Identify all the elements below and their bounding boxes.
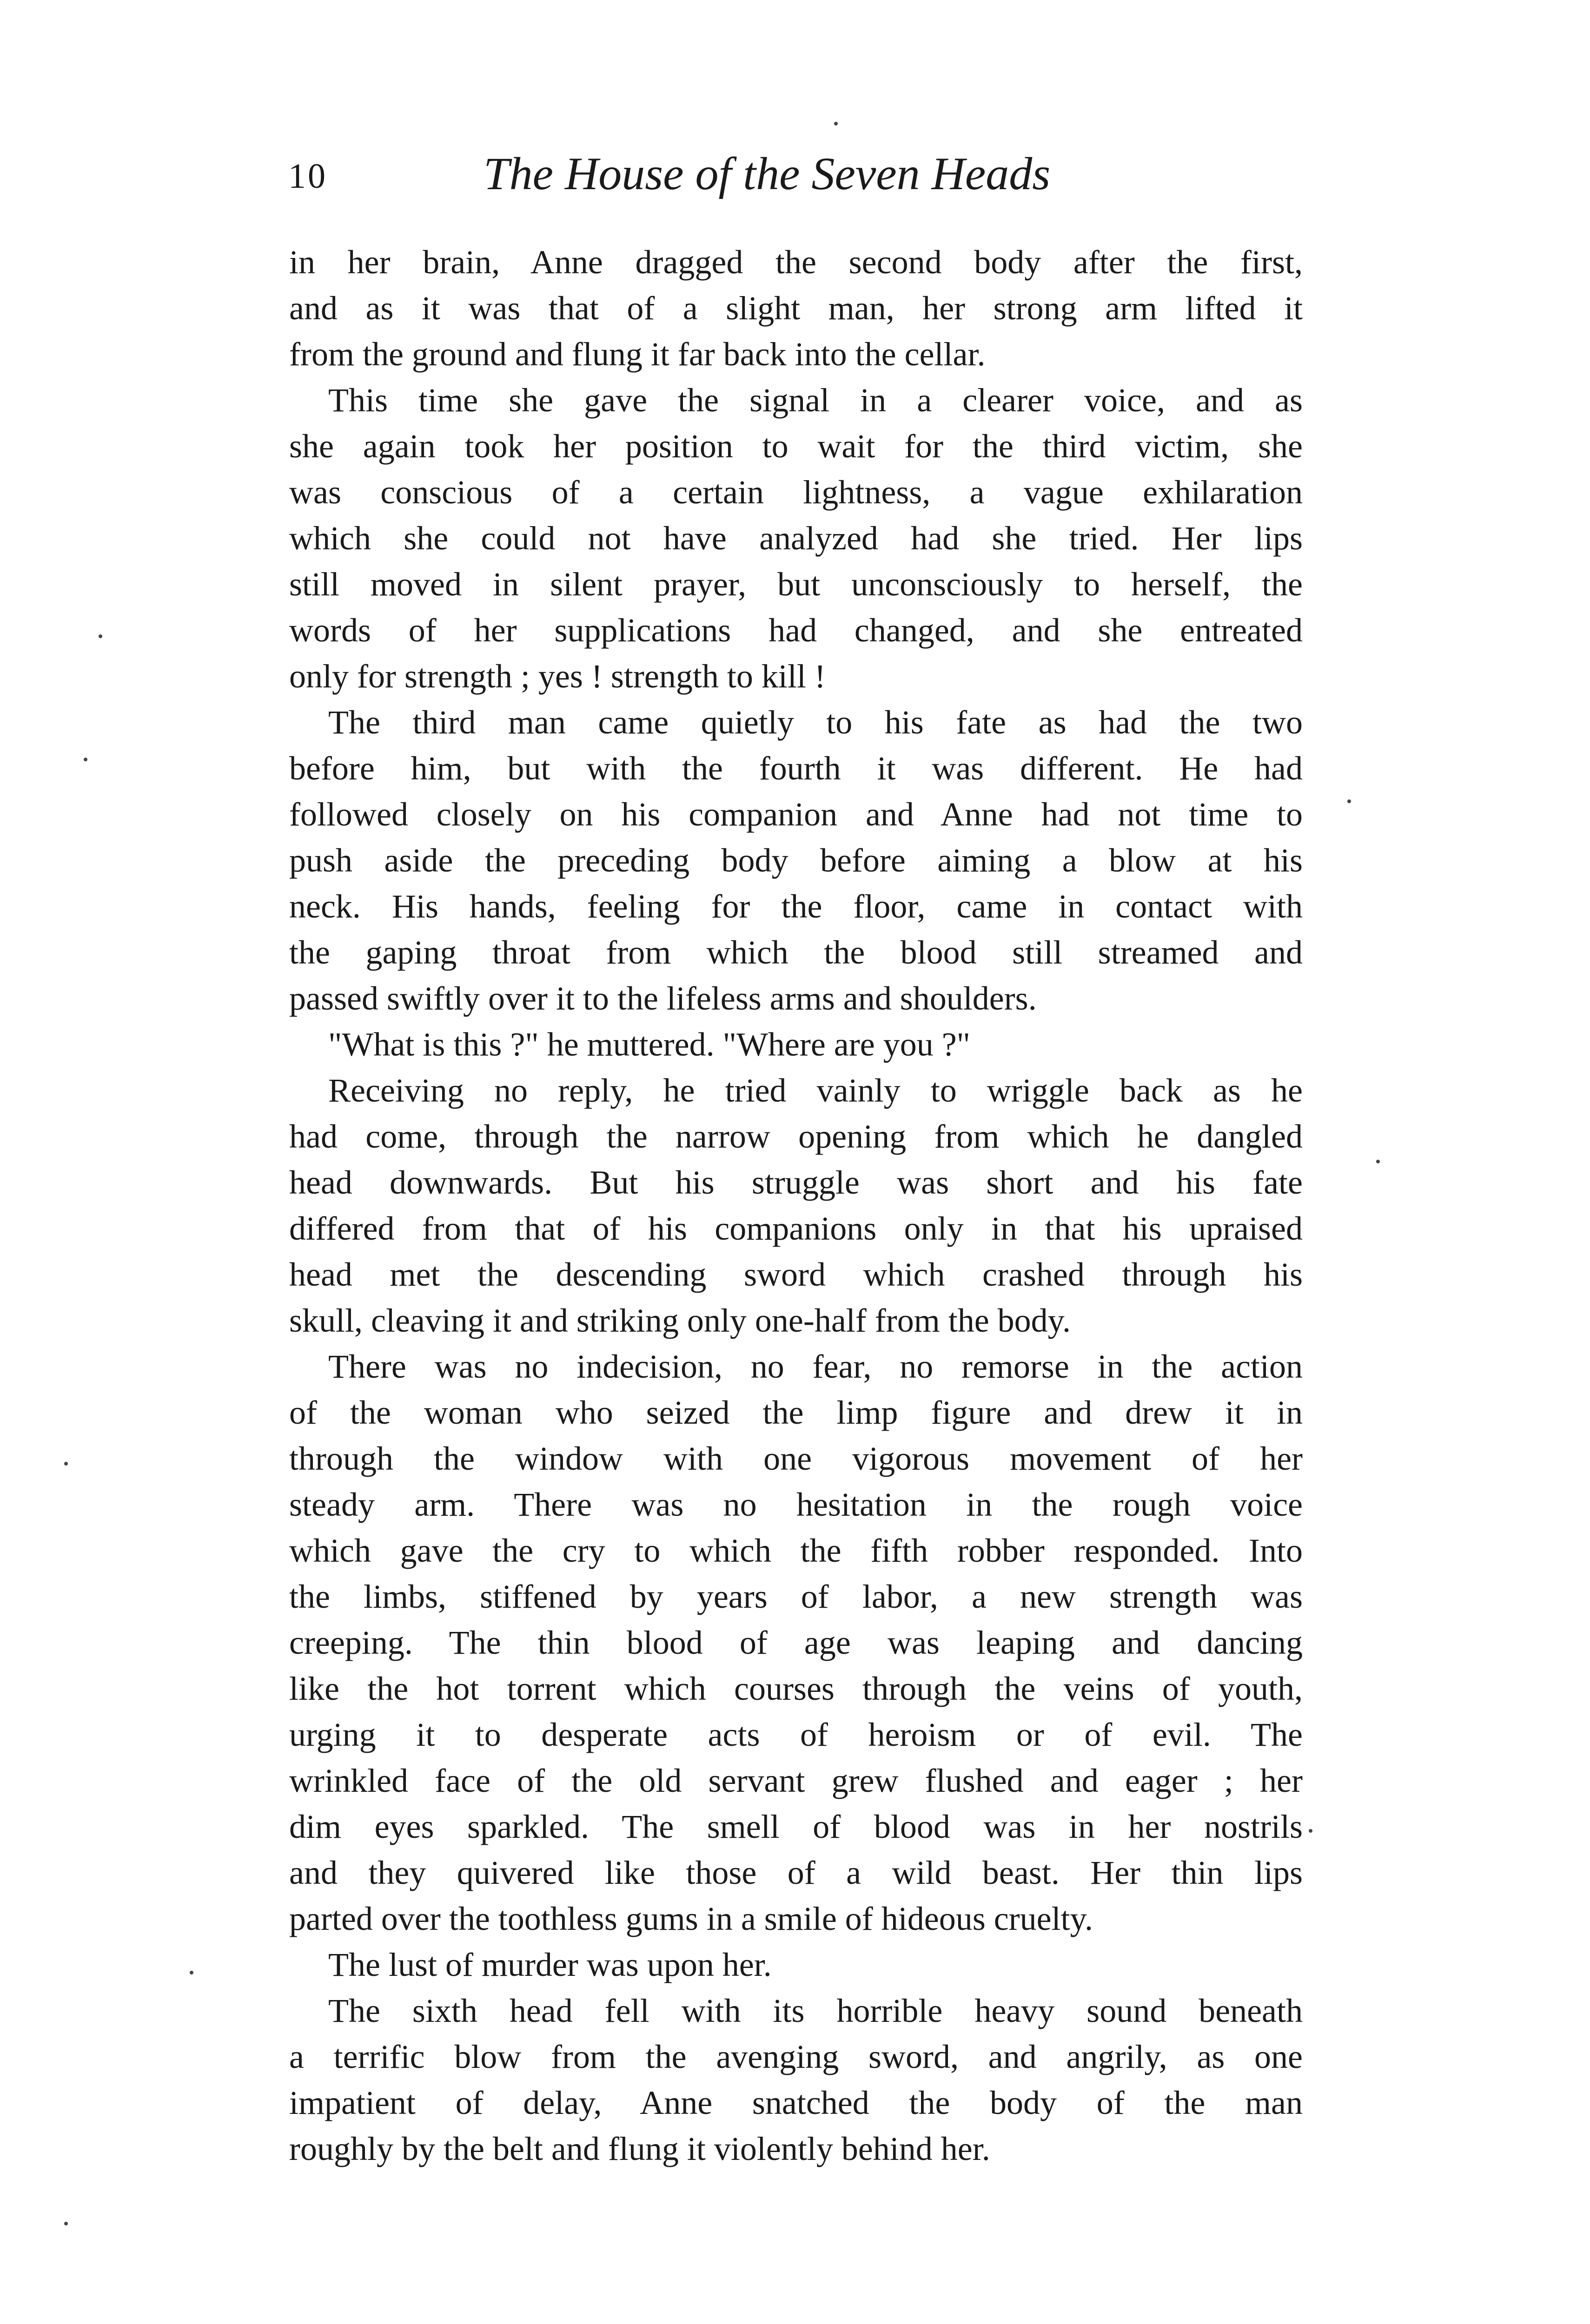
text-line: words of her supplications had changed, and she entreated bbox=[289, 612, 1303, 649]
text-line: differed from that of his companions only in that his upraised bbox=[289, 1210, 1303, 1247]
text-line: passed swiftly over it to the lifeless arms and shoulders. bbox=[289, 980, 1037, 1017]
text-line: wrinkled face of the old servant grew flushed and eager ; her bbox=[289, 1762, 1303, 1799]
text-line: push aside the preceding body before aiming a blow at his bbox=[289, 842, 1303, 879]
text-line: which she could not have analyzed had she tried. Her lips bbox=[289, 520, 1303, 557]
running-title: The House of the Seven Heads bbox=[484, 148, 1051, 199]
text-line: The third man came quietly to his fate as had the two bbox=[328, 704, 1303, 741]
text-line: had come, through the narrow opening from which he dangled bbox=[289, 1118, 1303, 1155]
text-line: which gave the cry to which the fifth robber responded. Into bbox=[289, 1532, 1303, 1569]
text-line: the gaping throat from which the blood still streamed and bbox=[289, 934, 1303, 971]
text-line: in her brain, Anne dragged the second body after the first, bbox=[289, 244, 1303, 281]
scan-speck bbox=[64, 2222, 68, 2225]
text-line: dim eyes sparkled. The smell of blood was in her nostrils bbox=[289, 1808, 1303, 1845]
text-line: only for strength ; yes ! strength to kill ! bbox=[289, 658, 826, 695]
text-line: creeping. The thin blood of age was leaping and dancing bbox=[289, 1624, 1303, 1661]
text-line: through the window with one vigorous movement of her bbox=[289, 1440, 1303, 1477]
scan-speck bbox=[84, 758, 87, 761]
text-line: of the woman who seized the limp figure and drew it in bbox=[289, 1394, 1303, 1431]
scan-speck bbox=[64, 1462, 68, 1466]
text-line: steady arm. There was no hesitation in the rough voice bbox=[289, 1486, 1303, 1523]
scan-speck bbox=[1309, 1829, 1312, 1833]
text-line: neck. His hands, feeling for the floor, came in contact with bbox=[289, 888, 1303, 925]
text-line: Receiving no reply, he tried vainly to wriggle back as he bbox=[328, 1072, 1303, 1109]
scan-speck bbox=[834, 122, 838, 125]
text-line: a terrific blow from the avenging sword, and angrily, as one bbox=[289, 2038, 1303, 2075]
scan-speck bbox=[99, 634, 102, 638]
text-line: This time she gave the signal in a clearer voice, and as bbox=[328, 382, 1303, 419]
scan-speck bbox=[190, 1971, 193, 1974]
text-line: and they quivered like those of a wild beast. Her thin lips bbox=[289, 1854, 1303, 1891]
text-line: head met the descending sword which crashed through his bbox=[289, 1256, 1303, 1293]
text-line: head downwards. But his struggle was short and his fate bbox=[289, 1164, 1303, 1201]
text-line: urging it to desperate acts of heroism or of evil. The bbox=[289, 1716, 1303, 1753]
text-line: from the ground and flung it far back into the cellar. bbox=[289, 336, 986, 373]
text-line: skull, cleaving it and striking only one-half from the body. bbox=[289, 1302, 1071, 1339]
page-header bbox=[288, 147, 1102, 207]
text-line: followed closely on his companion and Anne had not time to bbox=[289, 796, 1303, 833]
page-number: 10 bbox=[288, 157, 327, 196]
text-line: parted over the toothless gums in a smile of hideous cruelty. bbox=[289, 1900, 1093, 1937]
text-line: she again took her position to wait for the third victim, she bbox=[289, 428, 1303, 465]
text-line: and as it was that of a slight man, her strong arm lifted it bbox=[289, 290, 1303, 327]
text-line: still moved in silent prayer, but unconsciously to herself, the bbox=[289, 566, 1303, 603]
text-line: The lust of murder was upon her. bbox=[328, 1946, 772, 1983]
text-line: There was no indecision, no fear, no remorse in the action bbox=[328, 1348, 1303, 1385]
scan-speck bbox=[1376, 1160, 1380, 1163]
text-line: like the hot torrent which courses through the veins of youth, bbox=[289, 1670, 1303, 1707]
text-line: roughly by the belt and flung it violently behind her. bbox=[289, 2130, 990, 2167]
text-line: the limbs, stiffened by years of labor, a new strength was bbox=[289, 1578, 1303, 1615]
text-line: before him, but with the fourth it was different. He had bbox=[289, 750, 1303, 787]
text-line: was conscious of a certain lightness, a vague exhilaration bbox=[289, 474, 1303, 511]
scan-speck bbox=[1347, 799, 1351, 803]
body-text bbox=[289, 239, 1303, 2172]
text-line: impatient of delay, Anne snatched the body of the man bbox=[289, 2084, 1303, 2121]
text-line: "What is this ?" he muttered. "Where are you ?" bbox=[328, 1026, 971, 1063]
text-line: The sixth head fell with its horrible heavy sound beneath bbox=[328, 1992, 1303, 2029]
